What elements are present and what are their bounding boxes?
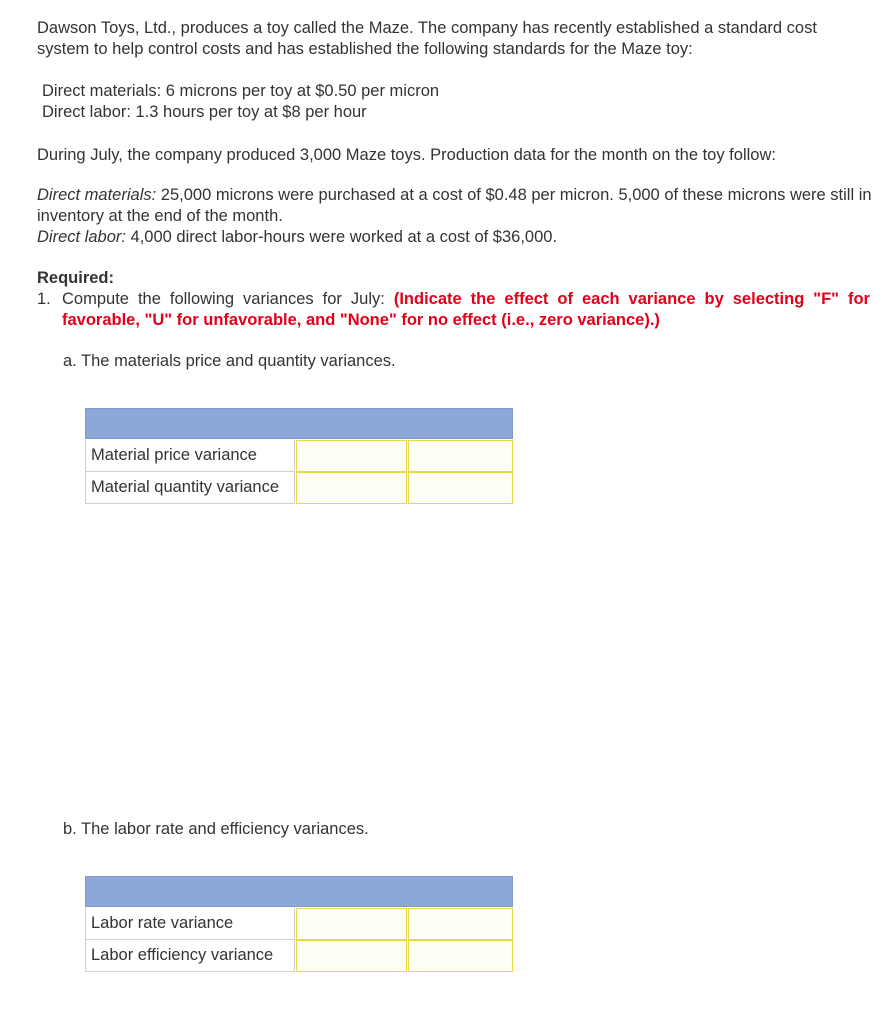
intro-paragraph: Dawson Toys, Ltd., produces a toy called the Maze. The company has recently established a standard cost system to help control costs and has established the following standards for the Maze toy: (37, 19, 817, 58)
data-labor-text: 4,000 direct labor-hours were worked at a cost of $36,000. (125, 228, 558, 246)
effect-cell[interactable] (408, 940, 513, 972)
data-materials-label: Direct materials: (37, 186, 157, 204)
row-label: Material quantity variance (85, 472, 295, 504)
required-item-question: Compute the following variances for July: (62, 290, 394, 308)
part-a-label: a. The materials price and quantity variances. (63, 352, 396, 370)
standard-direct-labor: Direct labor: 1.3 hours per toy at $8 per hour (42, 103, 367, 121)
data-labor-label: Direct labor: (37, 228, 126, 246)
production-paragraph: During July, the company produced 3,000 Maze toys. Production data for the month on the toy follow: (37, 146, 776, 164)
data-materials-text: 25,000 microns were purchased at a cost of $0.48 per micron. 5,000 of these microns were still in inventory at the end of the month. (37, 186, 872, 225)
material-price-amount-input[interactable] (297, 441, 406, 471)
material-price-effect-input[interactable] (409, 441, 512, 471)
amount-cell[interactable] (296, 940, 407, 972)
material-quantity-effect-input[interactable] (409, 473, 512, 503)
effect-cell[interactable] (408, 908, 513, 940)
table-row (85, 440, 513, 472)
amount-cell[interactable] (296, 440, 407, 472)
labor-efficiency-effect-input[interactable] (409, 941, 512, 971)
required-instruction: (Indicate the effect of each variance by selecting "F" for favorable, "U" for unfavorable, and "None" for no effect (i.e., zero variance).) (62, 290, 870, 329)
material-quantity-amount-input[interactable] (297, 473, 406, 503)
table-row (85, 940, 513, 972)
row-label: Material price variance (85, 440, 295, 472)
standard-direct-materials: Direct materials: 6 microns per toy at $0.50 per micron (42, 82, 440, 100)
table-header (85, 876, 513, 907)
table-row (85, 472, 513, 504)
data-direct-labor (37, 227, 872, 248)
table-row (85, 908, 513, 940)
required-item-number: 1. (37, 290, 51, 308)
row-label: Labor efficiency variance (85, 940, 295, 972)
amount-cell[interactable] (296, 908, 407, 940)
effect-cell[interactable] (408, 440, 513, 472)
required-heading: Required: (37, 269, 115, 287)
required-item-text (62, 289, 870, 330)
amount-cell[interactable] (296, 472, 407, 504)
data-direct-materials (37, 185, 872, 226)
labor-rate-effect-input[interactable] (409, 909, 512, 939)
row-label: Labor rate variance (85, 908, 295, 940)
labor-rate-amount-input[interactable] (297, 909, 406, 939)
table-header (85, 408, 513, 439)
part-b-label: b. The labor rate and efficiency variances. (63, 820, 369, 838)
labor-efficiency-amount-input[interactable] (297, 941, 406, 971)
effect-cell[interactable] (408, 472, 513, 504)
